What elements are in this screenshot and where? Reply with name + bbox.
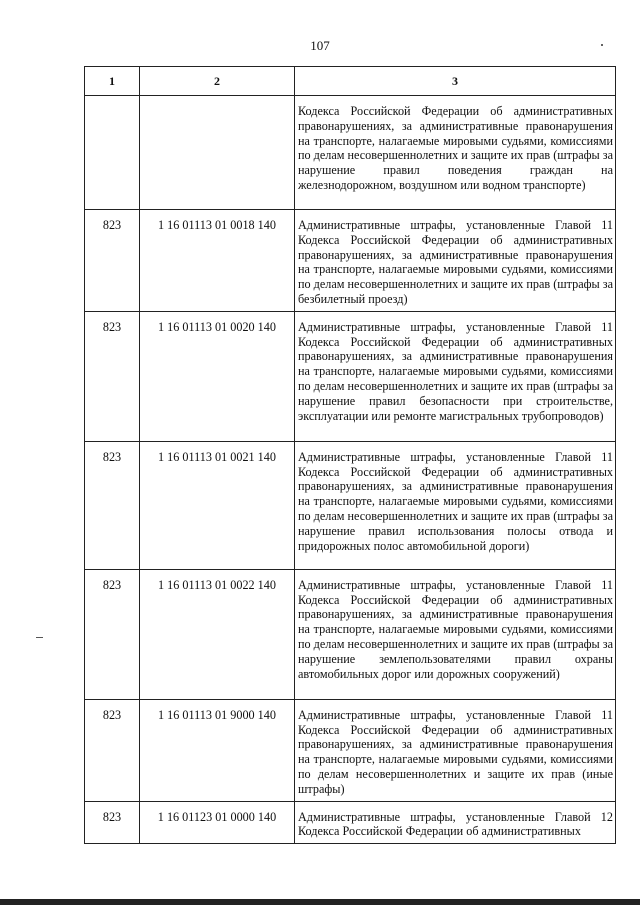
kbk-code-cell: 1 16 01113 01 9000 140 [140, 699, 295, 801]
kbk-code-cell: 1 16 01113 01 0018 140 [140, 210, 295, 312]
description-cell: Кодекса Российской Федерации об административных правонарушениях, за административные правонарушения на транспорте, налагаемые мировыми судьями, комиссиями по делам несовершеннолетних и защите их прав (штрафы за нарушение правил поведения граждан на железнодорожном, воздушном или водном транспорте) [295, 96, 616, 210]
table-row [85, 699, 616, 801]
table-row [85, 96, 616, 210]
admin-code-cell: 823 [85, 441, 140, 569]
admin-code-cell: 823 [85, 569, 140, 699]
margin-mark [36, 637, 43, 638]
kbk-code-cell [140, 96, 295, 210]
description-cell: Административные штрафы, установленные Главой 11 Кодекса Российской Федерации об административных правонарушениях, за административные правонарушения на транспорте, налагаемые мировыми судьями, комиссиями по делам несовершеннолетних и защите их прав (штрафы за нарушение землепользователями правил охраны автомобильных дорог или дорожных сооружений) [295, 569, 616, 699]
kbk-code-cell: 1 16 01113 01 0021 140 [140, 441, 295, 569]
header-col-3: 3 [295, 67, 616, 96]
description-cell: Административные штрафы, установленные Главой 11 Кодекса Российской Федерации об административных правонарушениях, за административные правонарушения на транспорте, налагаемые мировыми судьями, комиссиями по делам несовершеннолетних и защите их прав (штрафы за нарушение правил безопасности при строительстве, эксплуатации или ремонте магистральных трубопроводов) [295, 311, 616, 441]
budget-classification-table [84, 66, 616, 844]
table-row [85, 311, 616, 441]
description-cell: Административные штрафы, установленные Главой 11 Кодекса Российской Федерации об административных правонарушениях, за административные правонарушения на транспорте, налагаемые мировыми судьями, комиссиями по делам несовершеннолетних и защите их прав (штрафы за безбилетный проезд) [295, 210, 616, 312]
kbk-code-cell: 1 16 01123 01 0000 140 [140, 801, 295, 844]
table-row [85, 441, 616, 569]
admin-code-cell: 823 [85, 801, 140, 844]
admin-code-cell [85, 96, 140, 210]
admin-code-cell: 823 [85, 210, 140, 312]
admin-code-cell: 823 [85, 699, 140, 801]
header-col-1: 1 [85, 67, 140, 96]
description-cell: Административные штрафы, установленные Главой 12 Кодекса Российской Федерации об административных [295, 801, 616, 844]
admin-code-cell: 823 [85, 311, 140, 441]
table-row [85, 801, 616, 844]
description-cell: Административные штрафы, установленные Главой 11 Кодекса Российской Федерации об административных правонарушениях, за административные правонарушения на транспорте, налагаемые мировыми судьями, комиссиями по делам несовершеннолетних и защите их прав (иные штрафы) [295, 699, 616, 801]
scan-bottom-edge [0, 899, 640, 905]
table-row [85, 210, 616, 312]
table-row [85, 569, 616, 699]
table-header-row [85, 67, 616, 96]
kbk-code-cell: 1 16 01113 01 0022 140 [140, 569, 295, 699]
scan-speck [601, 44, 603, 46]
kbk-code-cell: 1 16 01113 01 0020 140 [140, 311, 295, 441]
header-col-2: 2 [140, 67, 295, 96]
page-number: 107 [310, 38, 330, 53]
description-cell: Административные штрафы, установленные Главой 11 Кодекса Российской Федерации об административных правонарушениях, за административные правонарушения на транспорте, налагаемые мировыми судьями, комиссиями по делам несовершеннолетних и защите их прав (штрафы за нарушение правил использования полосы отвода и придорожных полос автомобильной дороги) [295, 441, 616, 569]
